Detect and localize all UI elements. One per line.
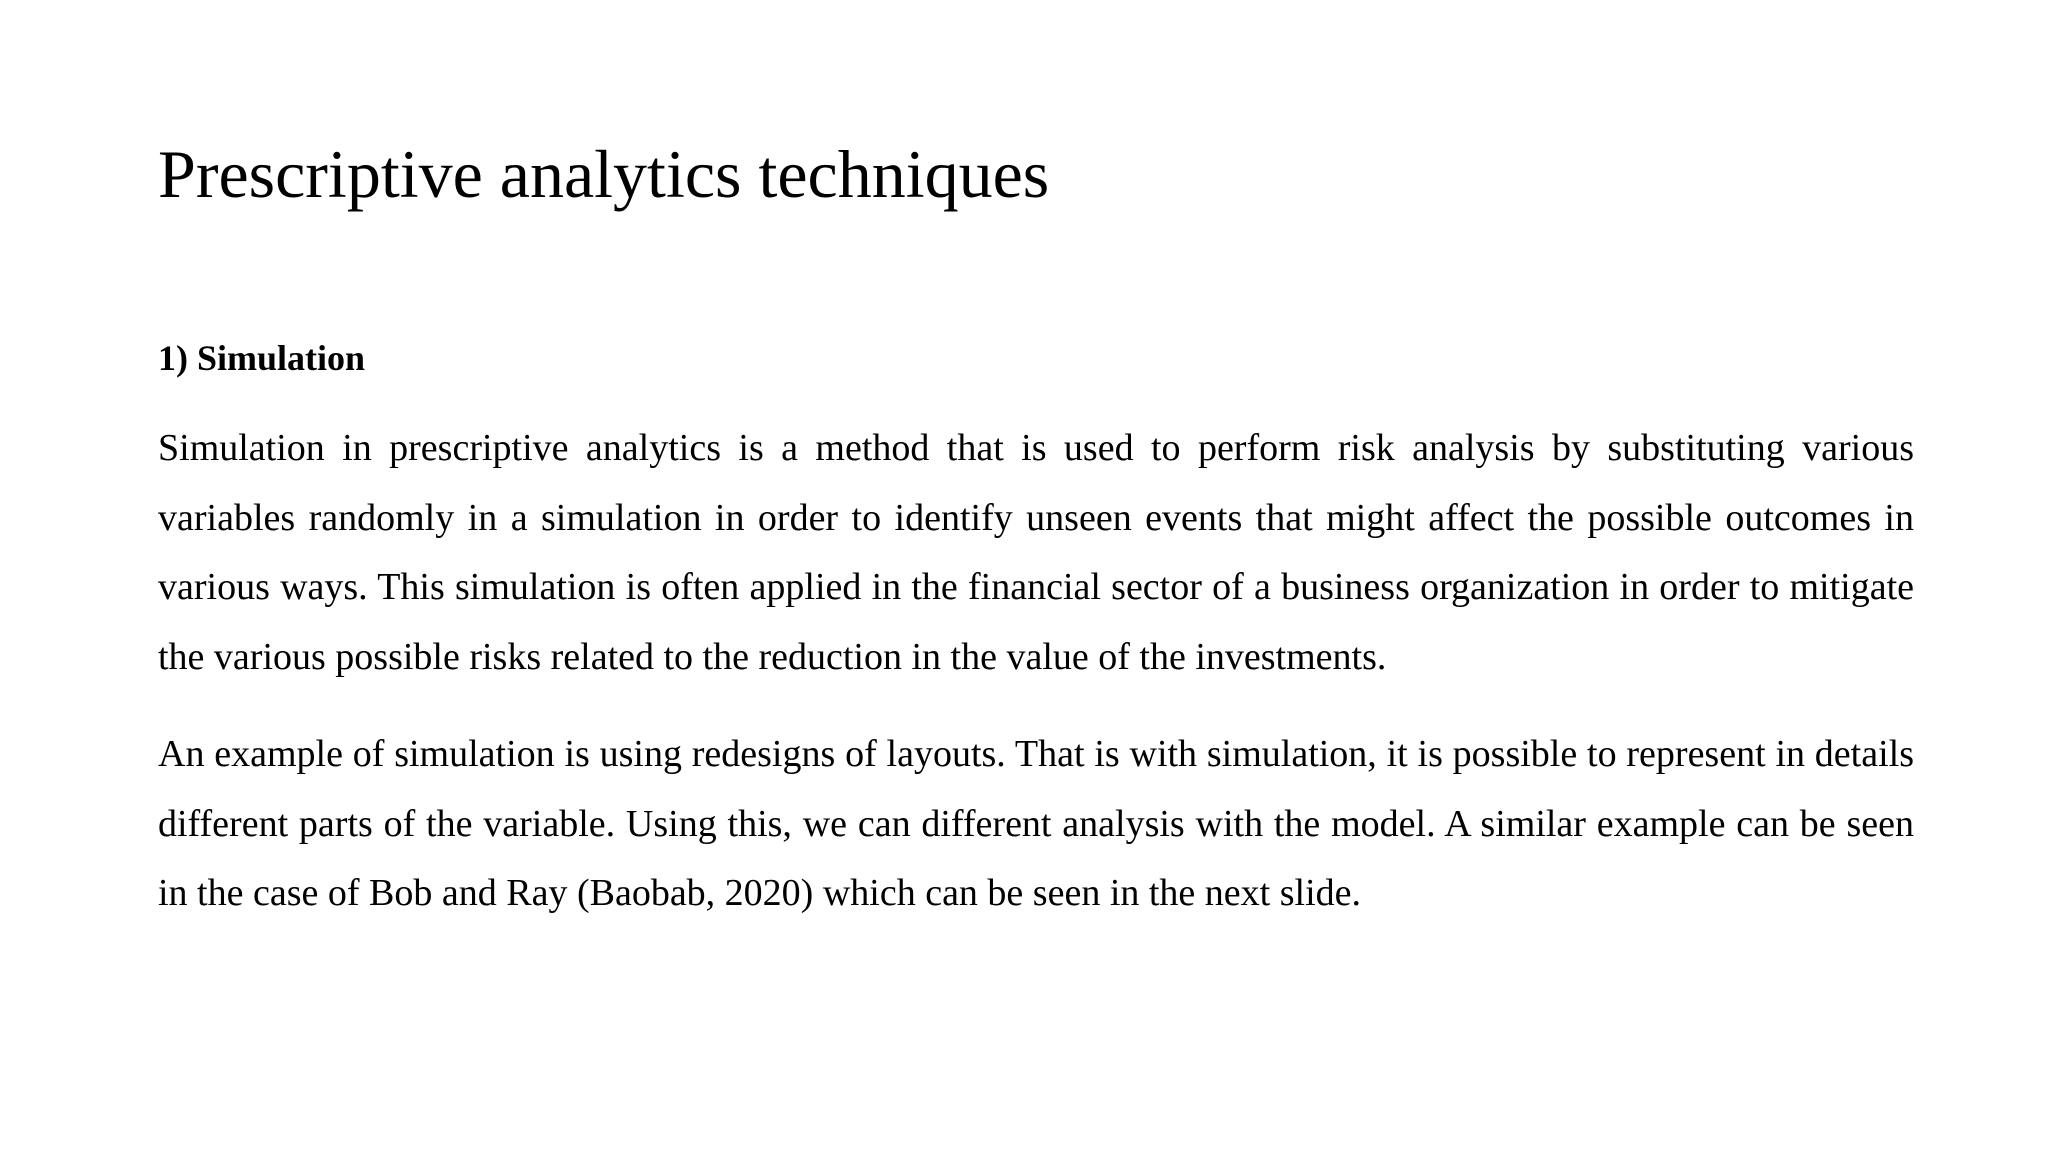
paragraph-simulation-example: An example of simulation is using redesigns of layouts. That is with simulation, it is possible to represent in details different parts of the variable. Using this, we can different analysis with the model. A similar example can be seen in the case of Bob and Ray (Baobab, 2020) which can be seen in the next slide.: [158, 733, 1914, 914]
section-heading: 1) Simulation: [158, 338, 366, 378]
paragraph-simulation-definition: Simulation in prescriptive analytics is a method that is used to perform risk analysis by substituting various variables randomly in a simulation in order to identify unseen events that might affect the possible outcomes in various ways. This simulation is often applied in the financial sector of a business organization in order to mitigate the various possible risks related to the reduction in the value of the investments.: [158, 427, 1914, 678]
slide-title: Prescriptive analytics techniques: [158, 136, 1050, 212]
slide-body: [158, 330, 1914, 929]
